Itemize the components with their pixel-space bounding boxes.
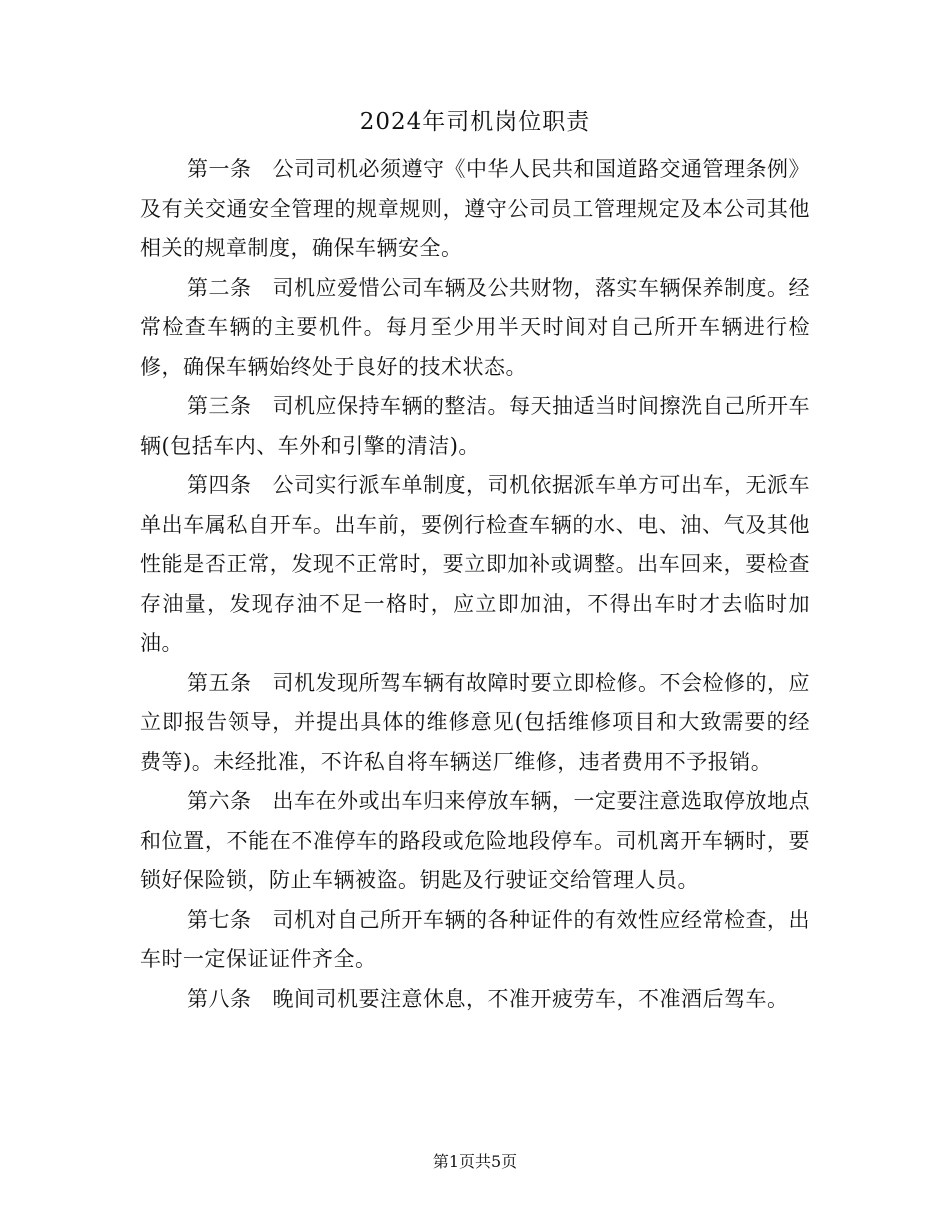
article-text: 司机应爱惜公司车辆及公共财物，落实车辆保养制度。经常检查车辆的主要机件。每月至少用半天时间对自己所开车辆进行检修，确保车辆始终处于良好的技术状态。 bbox=[140, 275, 810, 379]
article-text: 司机应保持车辆的整洁。每天抽适当时间擦洗自己所开车辆(包括车内、车外和引擎的清洁)。 bbox=[140, 394, 810, 458]
article-5 bbox=[140, 664, 810, 783]
article-number: 第一条 bbox=[187, 157, 252, 181]
article-number: 第八条 bbox=[187, 986, 252, 1011]
article-text: 出车在外或出车归来停放车辆，一定要注意选取停放地点和位置，不能在不准停车的路段或危险地段停车。司机离开车辆时，要锁好保险锁，防止车辆被盗。钥匙及行驶证交给管理人员。 bbox=[140, 789, 810, 892]
article-3 bbox=[140, 387, 810, 466]
article-text: 司机对自己所开车辆的各种证件的有效性应经常检查，出车时一定保证证件齐全。 bbox=[140, 907, 810, 971]
article-text: 公司司机必须遵守《中华人民共和国道路交通管理条例》及有关交通安全管理的规章规则，遵守公司员工管理规定及本公司其他相关的规章制度，确保车辆安全。 bbox=[140, 157, 810, 260]
article-1 bbox=[140, 150, 810, 269]
article-8 bbox=[140, 980, 810, 1020]
document-body bbox=[140, 150, 810, 1019]
article-number: 第七条 bbox=[187, 907, 252, 932]
article-number: 第四条 bbox=[187, 473, 252, 497]
article-number: 第三条 bbox=[187, 394, 252, 418]
article-text: 晚间司机要注意休息，不准开疲劳车，不准酒后驾车。 bbox=[272, 986, 789, 1011]
article-text: 公司实行派车单制度，司机依据派车单方可出车，无派车单出车属私自开车。出车前，要例行检查车辆的水、电、油、气及其他性能是否正常，发现不正常时，要立即加补或调整。出车回来，要检查存油量，发现存油不足一格时，应立即加油，不得出车时才去临时加油。 bbox=[140, 473, 810, 655]
article-2 bbox=[140, 269, 810, 388]
article-number: 第六条 bbox=[187, 789, 252, 813]
article-6 bbox=[140, 782, 810, 901]
article-number: 第二条 bbox=[187, 275, 252, 300]
page-indicator: 第1页共5页 bbox=[432, 1152, 518, 1171]
document-title: 2024年司机岗位职责 bbox=[359, 109, 591, 135]
article-4 bbox=[140, 466, 810, 664]
article-number: 第五条 bbox=[187, 670, 252, 695]
page-footer bbox=[0, 1150, 950, 1174]
article-7 bbox=[140, 901, 810, 980]
article-text: 司机发现所驾车辆有故障时要立即检修。不会检修的，应立即报告领导，并提出具体的维修意见(包括维修项目和大致需要的经费等)。未经批准，不许私自将车辆送厂维修，违者费用不予报销。 bbox=[140, 670, 810, 774]
